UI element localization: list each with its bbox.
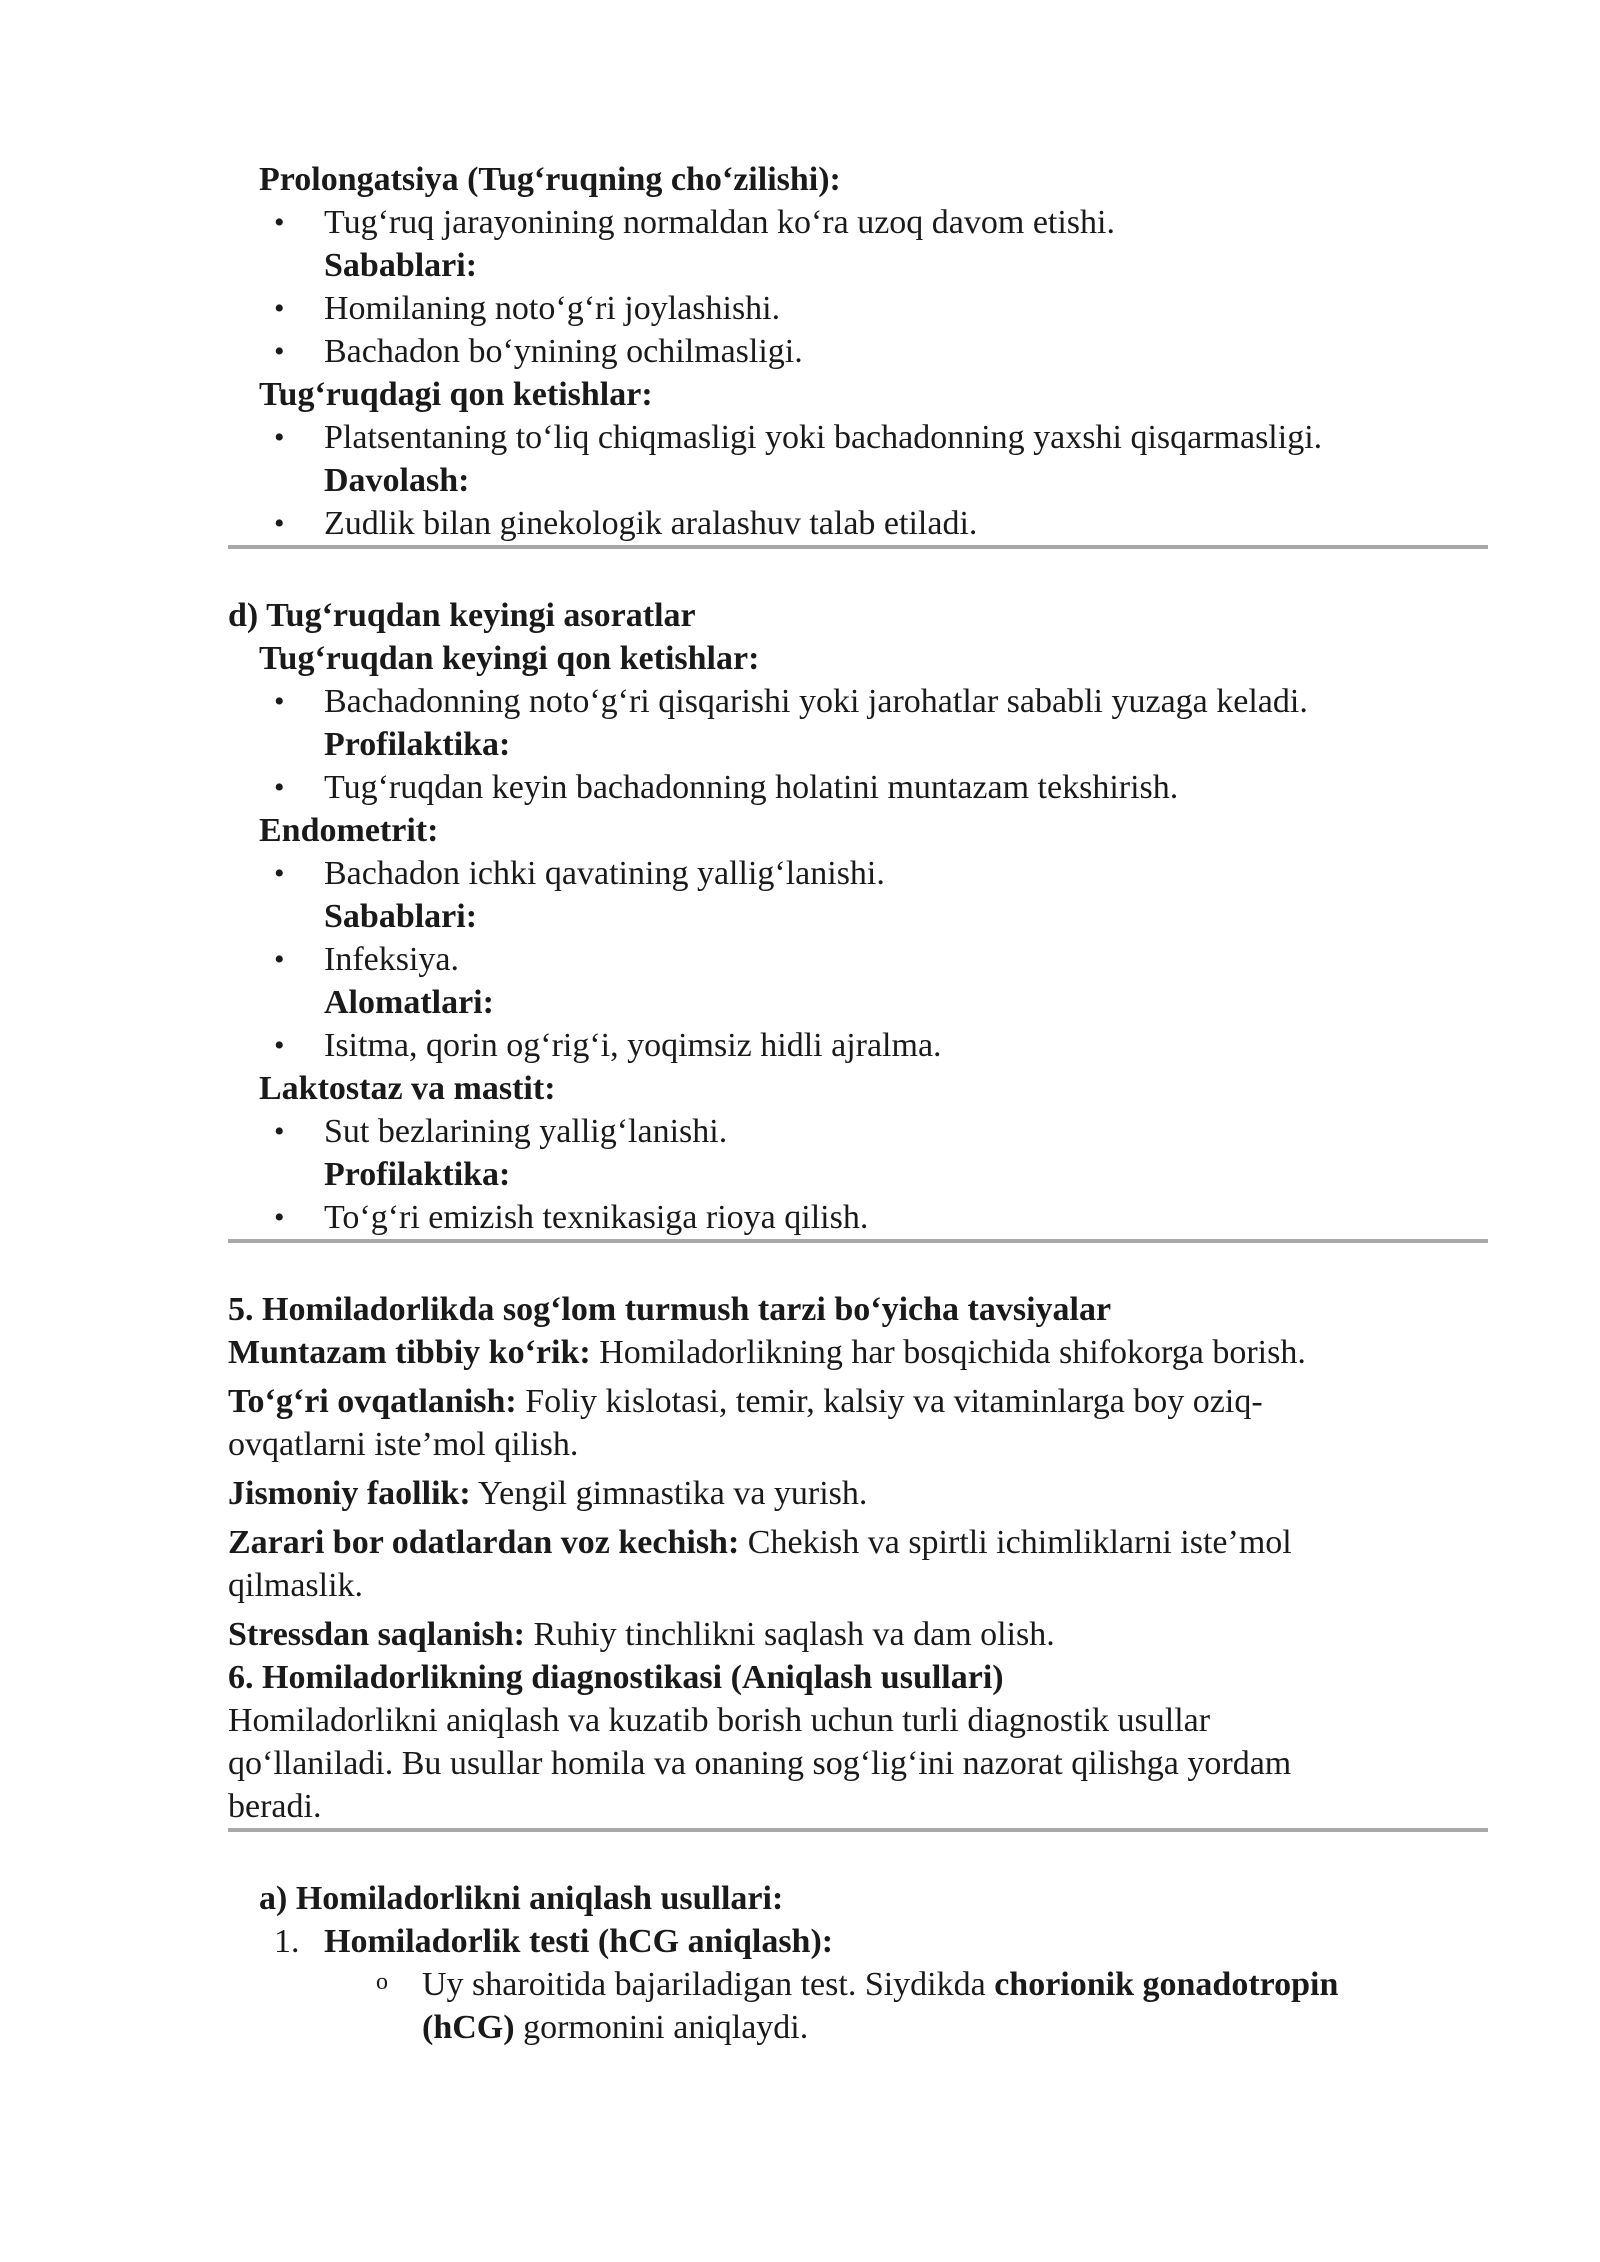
list-item: • Tug‘ruqdan keyin bachadonning holatini muntazam tekshirish. bbox=[324, 766, 1488, 809]
methods-numbered-list bbox=[228, 1920, 1488, 1963]
list-item: • Bachadonning noto‘g‘ri qisqarishi yoki jarohatlar sababli yuzaga keladi. bbox=[324, 680, 1488, 723]
endometritis-symptoms-list bbox=[228, 1024, 1488, 1067]
bleeding-list bbox=[228, 416, 1488, 459]
list-item: • Bachadon bo‘ynining ochilmasligi. bbox=[324, 330, 1488, 373]
prolongation-list bbox=[228, 201, 1488, 244]
bleeding-heading: Tug‘ruqdagi qon ketishlar: bbox=[259, 376, 653, 413]
method-details-list bbox=[228, 1963, 1488, 2049]
lactostasis-prophylaxis-list bbox=[228, 1196, 1488, 1239]
recommendation-item: Stressdan saqlanish: Ruhiy tinchlikni saqlash va dam olish. bbox=[228, 1616, 1055, 1653]
list-item: • Zudlik bilan ginekologik aralashuv talab etiladi. bbox=[324, 502, 1488, 545]
section-5-title: 5. Homiladorlikda sog‘lom turmush tarzi bo‘yicha tavsiyalar bbox=[228, 1291, 1112, 1328]
prolongation-causes-list bbox=[228, 287, 1488, 373]
subheading: Davolash: bbox=[324, 462, 470, 499]
list-item: • To‘g‘ri emizish texnikasiga rioya qilish. bbox=[324, 1196, 1488, 1239]
endometritis-list bbox=[228, 852, 1488, 895]
subheading: Profilaktika: bbox=[324, 1156, 511, 1193]
subheading: Alomatlari: bbox=[324, 984, 494, 1021]
list-item: • Bachadon ichki qavatining yallig‘lanishi. bbox=[324, 852, 1488, 895]
subheading: Sabablari: bbox=[324, 247, 478, 284]
numbered-item: 1. Homiladorlik testi (hCG aniqlash): bbox=[324, 1920, 1488, 1963]
postpartum-bleeding-heading: Tug‘ruqdan keyingi qon ketishlar: bbox=[259, 640, 760, 677]
section-6-title: 6. Homiladorlikning diagnostikasi (Aniqlash usullari) bbox=[228, 1659, 1004, 1696]
subheading: Sabablari: bbox=[324, 898, 478, 935]
endometritis-causes-list bbox=[228, 938, 1488, 981]
postpartum-bleeding-list bbox=[228, 680, 1488, 723]
lactostasis-heading: Laktostaz va mastit: bbox=[259, 1070, 556, 1107]
prolongation-heading: Prolongatsiya (Tug‘ruqning cho‘zilishi): bbox=[259, 161, 841, 198]
recommendation-item: Zarari bor odatlardan voz kechish: Chekish va spirtli ichimliklarni iste’mol qilmaslik. bbox=[228, 1524, 1292, 1604]
list-item: • Infeksiya. bbox=[324, 938, 1488, 981]
recommendation-item: To‘g‘ri ovqatlanish: Foliy kislotasi, temir, kalsiy va vitaminlarga boy oziq- ovqatlarni iste’mol qilish. bbox=[228, 1383, 1263, 1463]
list-item: • Platsentaning to‘liq chiqmasligi yoki bachadonning yaxshi qisqarmasligi. bbox=[324, 416, 1488, 459]
item-number: 1. bbox=[274, 1923, 300, 1960]
document-content bbox=[228, 158, 1488, 2049]
lactostasis-list bbox=[228, 1110, 1488, 1153]
list-item: • Tug‘ruq jarayonining normaldan ko‘ra uzoq davom etishi. bbox=[324, 201, 1488, 244]
recommendation-item: Jismoniy faollik: Yengil gimnastika va yurish. bbox=[228, 1475, 868, 1512]
list-item: • Homilaning noto‘g‘ri joylashishi. bbox=[324, 287, 1488, 330]
list-item: • Isitma, qorin og‘rig‘i, yoqimsiz hidli ajralma. bbox=[324, 1024, 1488, 1067]
postpartum-prophylaxis-list bbox=[228, 766, 1488, 809]
subheading: Profilaktika: bbox=[324, 726, 511, 763]
bleeding-treatment-list bbox=[228, 502, 1488, 545]
list-item: • Sut bezlarining yallig‘lanishi. bbox=[324, 1110, 1488, 1153]
list-item: o Uy sharoitida bajariladigan test. Siydikda chorionik gonadotropin (hCG) gormonini aniqlaydi. bbox=[422, 1963, 1488, 2049]
section-a-heading: a) Homiladorlikni aniqlash usullari: bbox=[259, 1880, 784, 1917]
endometritis-heading: Endometrit: bbox=[259, 812, 439, 849]
recommendation-item: Muntazam tibbiy ko‘rik: Homiladorlikning har bosqichida shifokorga borish. bbox=[228, 1334, 1306, 1371]
section-6-paragraph: Homiladorlikni aniqlash va kuzatib borish uchun turli diagnostik usullar qo‘llaniladi. Bu usullar homila va onaning sog‘lig‘ini nazorat qilishga yordam beradi. bbox=[228, 1702, 1292, 1825]
section-d-title: d) Tug‘ruqdan keyingi asoratlar bbox=[228, 597, 696, 634]
